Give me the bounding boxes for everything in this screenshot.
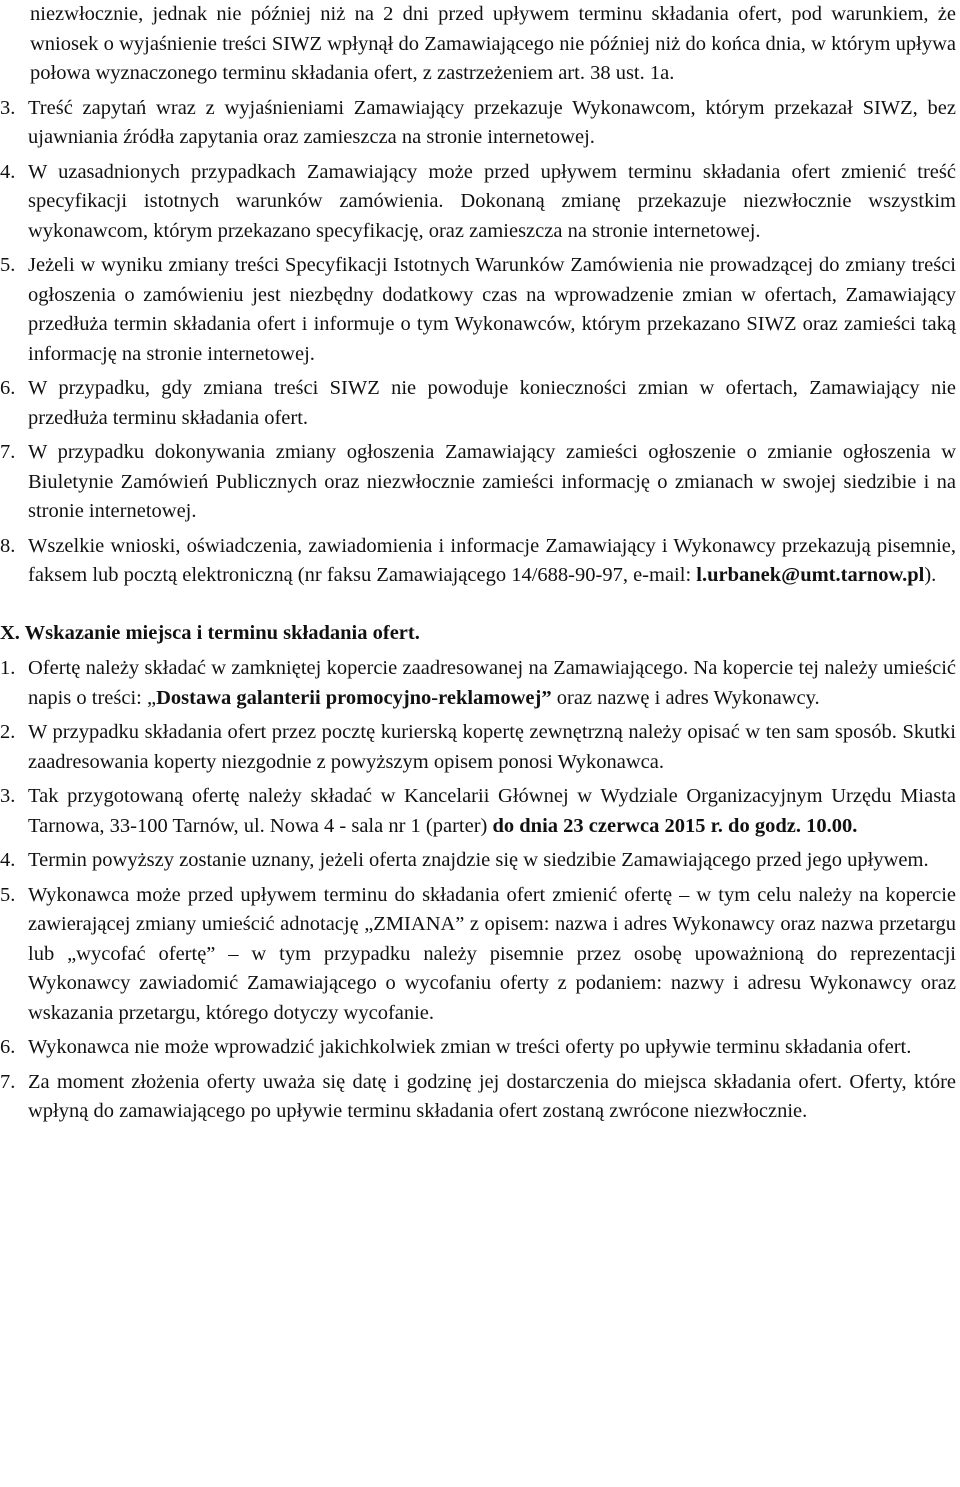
item-text — [28, 782, 956, 841]
list-item — [0, 782, 956, 841]
item-text: Jeżeli w wyniku zmiany treści Specyfikacji Istotnych Warunków Zamówienia nie prowadzącej do zmiany treści ogłoszenia o zamówieniu jest niezbędny dodatkowy czas na wprowadzenie zmian w ofertach, Zamawiający przedłuża termin składania ofert i informuje o tym Wykonawców, którym przekazano SIWZ oraz zamieści taką informację na stronie internetowej. — [28, 254, 956, 365]
list-item — [0, 846, 956, 876]
item-number: 4. — [0, 849, 16, 871]
item-number: 6. — [0, 377, 16, 399]
item-text: W przypadku składania ofert przez pocztę kurierską kopertę zewnętrzną należy opisać w ten sam sposób. Skutki zaadresowania koperty niezgodnie z powyższym opisem ponosi Wykonawca. — [28, 721, 956, 773]
item-text: Wykonawca nie może wprowadzić jakichkolwiek zmian w treści oferty po upływie terminu składania ofert. — [28, 1036, 912, 1058]
item-text: Treść zapytań wraz z wyjaśnieniami Zamawiający przekazuje Wykonawcom, którym przekazał SIWZ, bez ujawniania źródła zapytania oraz zamieszcza na stronie internetowej. — [28, 96, 956, 148]
item-number: 5. — [0, 883, 16, 906]
list-item — [0, 1033, 956, 1063]
item-text-tail: ). — [924, 564, 937, 586]
list-item — [0, 94, 956, 153]
item-text: Wykonawca może przed upływem terminu do składania ofert zmienić ofertę – w tym celu należy na kopercie zawierającej zmiany umieścić adnotację „ZMIANA” z opisem: nazwa i adres Wykonawcy oraz nazwa przetargu lub „wycofać ofertę” – w tym przypadku należy pisemnie przez osobę upoważnioną do reprezentacji Wykonawcy zawiadomić Zamawiającego o wycofaniu oferty z podaniem: nazwy i adresu Wykonawcy oraz wskazania przetargu, którego dotyczy wycofanie. — [28, 883, 956, 1024]
item-text — [28, 654, 956, 713]
list-item — [0, 654, 956, 713]
list-item — [0, 532, 956, 591]
item-number: 6. — [0, 1036, 16, 1058]
item-number: 7. — [0, 441, 16, 463]
item-text: W przypadku, gdy zmiana treści SIWZ nie powoduje konieczności zmian w ofertach, Zamawiający nie przedłuża terminu składania ofert. — [28, 377, 956, 429]
item-text: Termin powyższy zostanie uznany, jeżeli oferta znajdzie się w siedzibie Zamawiającego przed jego upływem. — [28, 849, 929, 871]
list-item — [0, 1068, 956, 1127]
list-item — [0, 251, 956, 369]
item-number: 4. — [0, 160, 16, 183]
item-text-main: Ofertę należy składać w zamkniętej kopercie zaadresowanej na Zamawiającego. Na kopercie tej należy umieścić napis o treści: „ — [28, 657, 956, 709]
section-heading: X. Wskazanie miejsca i terminu składania ofert. — [0, 621, 420, 644]
item-number: 3. — [0, 785, 16, 807]
list-item — [0, 158, 956, 247]
item-text-main: Wszelkie wnioski, oświadczenia, zawiadomienia i informacje Zamawiający i Wykonawcy przekazują pisemnie, faksem lub pocztą elektroniczną (nr faksu Zamawiającego 14/688-90-97, e-mail: — [28, 534, 956, 586]
item-number: 8. — [0, 534, 16, 557]
item-text-main: Tak przygotowaną ofertę należy składać w Kancelarii Głównej w Wydziale Organizacyjnym Urzędu Miasta Tarnowa, 33-100 Tarnów, ul. Nowa 4 - sala nr 1 (parter) — [28, 785, 956, 837]
item-number: 2. — [0, 721, 16, 743]
envelope-title: Dostawa galanterii promocyjno-reklamowej” — [156, 686, 552, 709]
item-number: 1. — [0, 657, 16, 679]
list-item — [0, 881, 956, 1029]
item-text: W przypadku dokonywania zmiany ogłoszenia Zamawiający zamieści ogłoszenie o zmianie ogłoszenia w Biuletynie Zamówień Publicznych oraz niezwłocznie zamieści informację o zmianach w swojej siedzibie i na stronie internetowej. — [28, 441, 956, 522]
item-number: 3. — [0, 96, 16, 119]
item-number: 5. — [0, 254, 16, 276]
deadline: do dnia 23 czerwca 2015 r. do godz. 10.00. — [492, 814, 858, 837]
list-item — [0, 718, 956, 777]
item-number: 7. — [0, 1070, 16, 1093]
paragraph-continuation: niezwłocznie, jednak nie później niż na 2 dni przed upływem terminu składania ofert, pod warunkiem, że wniosek o wyjaśnienie treści SIWZ wpłynął do Zamawiającego nie później niż do końca dnia, w którym upływa połowa wyznaczonego terminu składania ofert, z zastrzeżeniem art. 38 ust. 1a. — [30, 3, 956, 84]
item-text: Za moment złożenia oferty uważa się datę i godzinę jej dostarczenia do miejsca składania ofert. Oferty, które wpłyną do zamawiającego po upływie terminu składania ofert zostaną zwrócone niezwłocznie. — [28, 1070, 956, 1122]
email-address: l.urbanek@umt.tarnow.pl — [696, 564, 925, 586]
list-item — [0, 374, 956, 433]
list-item — [0, 438, 956, 527]
item-text-tail: oraz nazwę i adres Wykonawcy. — [551, 686, 820, 709]
item-text: W uzasadnionych przypadkach Zamawiający może przed upływem terminu składania ofert zmienić treść specyfikacji istotnych warunków zamówienia. Dokonaną zmianę przekazuje niezwłocznie wszystkim wykonawcom, którym przekazano specyfikację, oraz zamieszcza na stronie internetowej. — [28, 160, 956, 242]
item-text — [28, 532, 956, 591]
